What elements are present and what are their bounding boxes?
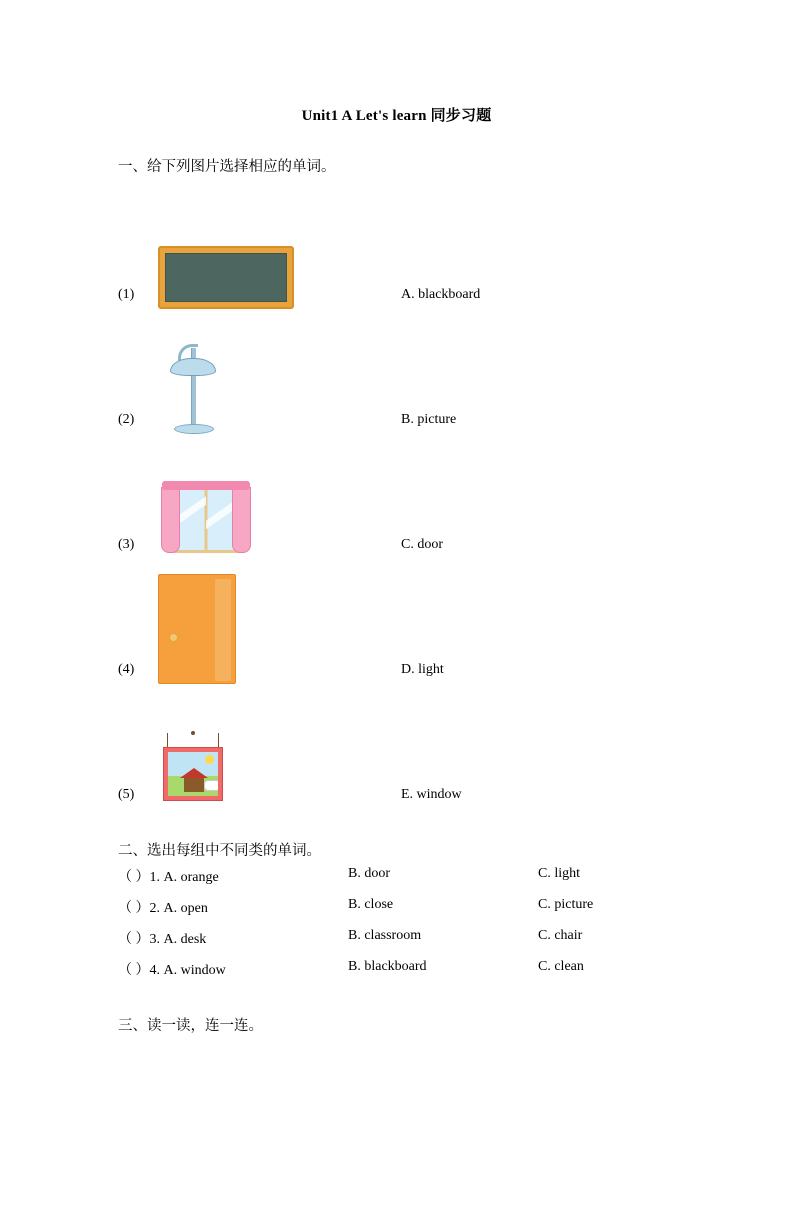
choice-option[interactable]: B. picture [401,412,457,427]
question-row [118,866,675,897]
option-a[interactable]: （ ）2. A. open [118,901,208,916]
lamp-icon [158,336,220,434]
window-icon [158,481,254,559]
choice-option[interactable]: D. light [401,662,444,677]
picture-question-row [118,309,675,434]
picture-question-row [118,184,675,309]
section-heading-three: 三、读一读，连一连。 [118,1018,263,1034]
choice-option[interactable]: A. blackboard [401,287,481,302]
question-number: (3) [118,537,135,552]
picture-question-row [118,684,675,809]
section-heading-two: 二、选出每组中不同类的单词。 [118,843,321,859]
question-row [118,959,675,990]
option-b[interactable]: B. classroom [348,928,422,943]
option-a[interactable]: （ ）3. A. desk [118,932,207,947]
worksheet-page [0,104,793,1226]
question-row [118,897,675,928]
option-a[interactable]: （ ）1. A. orange [118,870,219,885]
question-number: (5) [118,787,135,802]
option-b[interactable]: B. blackboard [348,959,427,974]
option-c[interactable]: C. clean [538,959,584,974]
option-b[interactable]: B. close [348,897,394,912]
picture-question-row [118,559,675,684]
picture-matching-block [118,184,675,809]
option-c[interactable]: C. light [538,866,581,881]
picture-question-row [118,434,675,559]
question-number: (1) [118,287,135,302]
choice-option[interactable]: C. door [401,537,443,552]
picture-frame-icon [158,731,228,809]
page-title: Unit1 A Let's learn 同步习题 [301,108,492,124]
odd-one-out-block [118,866,675,990]
door-icon [158,574,236,684]
choice-option[interactable]: E. window [401,787,462,802]
option-c[interactable]: C. chair [538,928,583,943]
question-number: (4) [118,662,135,677]
option-a[interactable]: （ ）4. A. window [118,963,226,978]
section-heading-one: 一、给下列图片选择相应的单词。 [118,159,336,175]
question-row [118,928,675,959]
option-c[interactable]: C. picture [538,897,594,912]
option-b[interactable]: B. door [348,866,390,881]
question-number: (2) [118,412,135,427]
blackboard-icon [158,246,294,309]
